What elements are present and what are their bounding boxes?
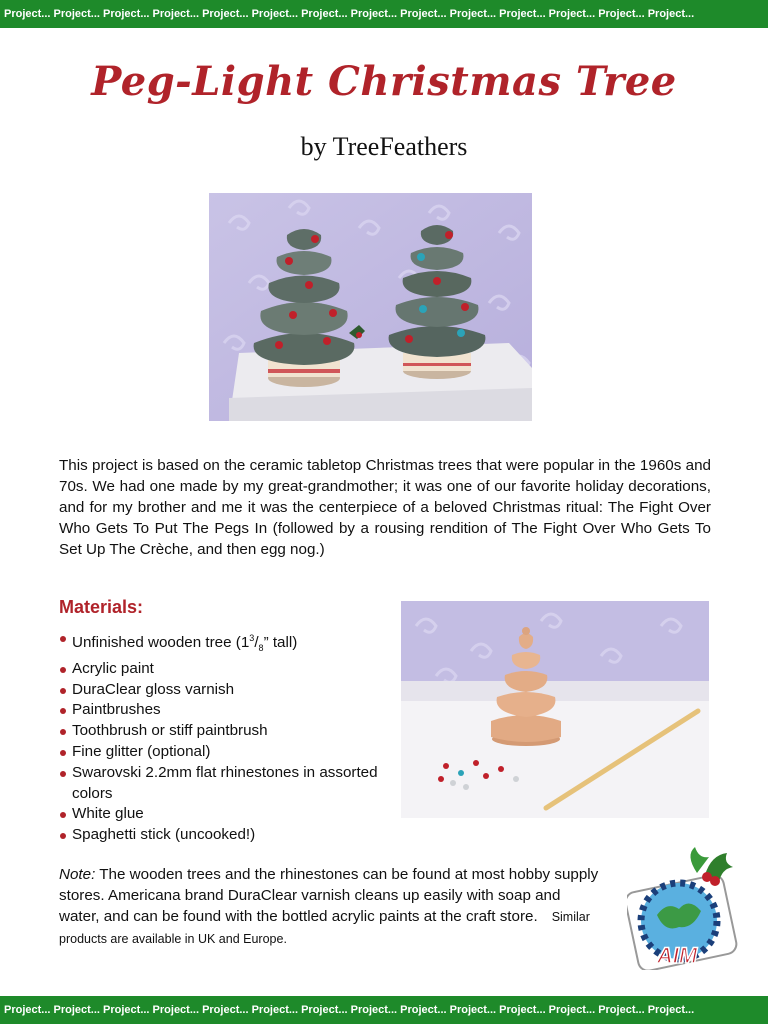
materials-item: Fine glitter (optional) bbox=[59, 742, 379, 763]
intro-paragraph: This project is based on the ceramic tabletop Christmas trees that were popular in the 1960s and 70s. We had one made by my great-grandmother; it was one of our favorite holiday decorations, and for my brother and me it was the centerpiece of a beloved Christmas ritual: The Fight Over Who Gets To Put The Pegs In (followed by a rousing rendition of The Fight Over Who Gets To Set Up The Crèche, and then egg nog.) bbox=[59, 457, 711, 558]
finished-trees-photo bbox=[209, 193, 532, 421]
note-label: Note: bbox=[59, 866, 96, 883]
materials-item: Swarovski 2.2mm flat rhinestones in assorted colors bbox=[59, 763, 379, 805]
materials-item: DuraClear gloss varnish bbox=[59, 680, 379, 701]
materials-item: Acrylic paint bbox=[59, 659, 379, 680]
materials-list bbox=[59, 628, 379, 846]
bottom-banner bbox=[0, 996, 768, 1024]
materials-item: Paintbrushes bbox=[59, 700, 379, 721]
materials-heading: Materials: bbox=[59, 597, 144, 617]
logo-text: AIM bbox=[656, 943, 698, 968]
materials-photo bbox=[401, 601, 709, 818]
aim-logo bbox=[627, 845, 745, 970]
page-title: Peg-Light Christmas Tree bbox=[91, 58, 677, 105]
author-byline: by TreeFeathers bbox=[300, 132, 468, 161]
materials-item: Spaghetti stick (uncooked!) bbox=[59, 825, 379, 846]
materials-item: White glue bbox=[59, 804, 379, 825]
banner-text: Project... Project... Project... Project... Project... Project... Project... Project... Project... Project... Project... Project... Project... Project... bbox=[4, 1004, 695, 1016]
materials-item: Toothbrush or stiff paintbrush bbox=[59, 721, 379, 742]
top-banner bbox=[0, 0, 768, 28]
availability-note: Similar products are available in UK and Europe. bbox=[59, 910, 590, 946]
materials-item: Unfinished wooden tree ($1^3/_8$” tall) bbox=[59, 628, 379, 659]
note-text: The wooden trees and the rhinestones can be found at most hobby supply stores. Americana brand DuraClear varnish cleans up easily with soap and water, and can be found with the bottled acrylic paints at the craft store. bbox=[59, 866, 599, 925]
note-paragraph bbox=[59, 864, 599, 950]
banner-text: Project... Project... Project... Project... Project... Project... Project... Project... Project... Project... Project... Project... Project... Project... bbox=[4, 8, 695, 20]
